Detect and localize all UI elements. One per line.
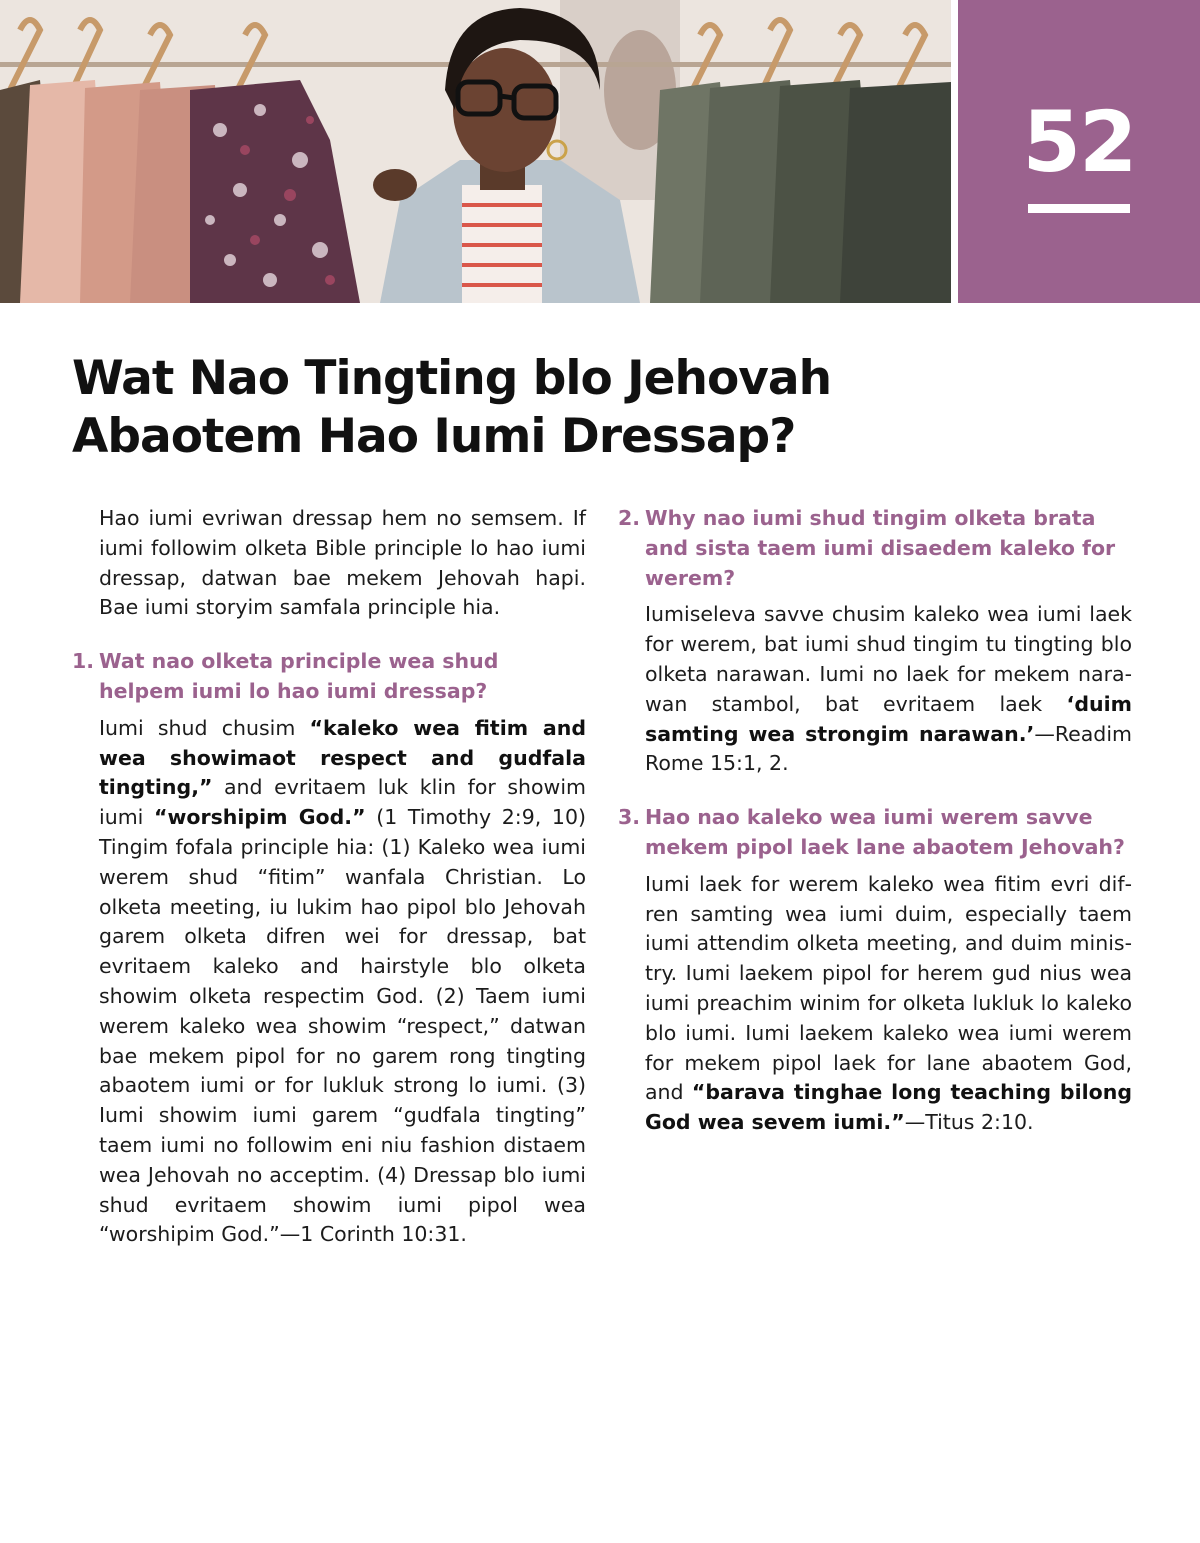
answer-2-paragraph bbox=[645, 600, 1132, 779]
lesson-number: 52 bbox=[1022, 93, 1136, 191]
question-1-number: 1. bbox=[72, 649, 95, 674]
question-2-text: Why nao iumi shud tingim olketa brata and sista taem iumi disaedem kaleko for werem? bbox=[645, 506, 1116, 590]
answer-2-text-b: —Readim Rome 15:1, 2. bbox=[645, 721, 1132, 776]
answer-1-paragraph bbox=[99, 714, 586, 1250]
answer-1-bold-a: “kaleko wea fitim and wea showimaot respect and gudfala tingting,” bbox=[99, 715, 586, 800]
answer-1-text-c: (1 Timothy 2:9, 10) Tingim fofala principle hia: (1) Kaleko wea iumi werem shud “fitim” wanfala Christian. Lo olketa meeting, iu lukim hao pipol blo Jehovah garem olketa difren wei for dressap, bat evritaem kaleko and hairstyle blo olketa showim olketa respectim God. (2) Taem iumi werem kaleko wea showim “respect,” datwan bae mekem pipol for no garem rong tingting abaotem iumi or for lukluk strong lo iumi. (3) Iumi showim iumi garem “gudfala tingting” taem iumi no followim eni niu fashion distaem wea Jehovah no acceptim. (4) Dressap blo iumi shud evritaem showim iumi pipol wea “worshipim God.”—1 Corinth 10:31. bbox=[99, 805, 586, 1247]
answer-3-text-a: Iumi laek for werem kaleko wea fitim evri difren samting wea iumi duim, especially taem iumi attendim olketa meeting, and duim ministry. Iumi laekem pipol for herem gud nius wea iumi preachim winim for olketa lukluk lo kaleko blo iumi. Iumi laekem kaleko wea iumi werem for mekem pipol laek for lane abaotem God, and bbox=[645, 871, 1132, 1105]
right-column bbox=[618, 504, 1132, 1138]
page-title bbox=[72, 350, 972, 466]
lesson-number-box bbox=[958, 0, 1200, 303]
answer-1-text-b: and evritaem luk klin for showim iumi bbox=[99, 775, 586, 830]
lesson-number-underline bbox=[1028, 204, 1130, 213]
question-3-number: 3. bbox=[618, 805, 641, 830]
answer-2-text-a: Iumiseleva savve chusim kaleko wea iumi laek for werem, bat iumi shud tingim tu tingting blo olketa narawan. Iumi no laek for mekem narawan stambol, bat evritaem laek bbox=[645, 602, 1132, 716]
clothing-store-illustration bbox=[0, 0, 951, 303]
answer-3-bold-a: “barava tinghae long teaching bilong God wea sevem iumi.” bbox=[645, 1080, 1132, 1135]
title-line-1: Wat Nao Tingting blo Jehovah bbox=[72, 351, 832, 406]
intro-paragraph: Hao iumi evriwan dressap hem no semsem. If iumi followim olketa Bible principle lo hao iumi dressap, datwan bae mekem Jehovah hapi. Bae iumi storyim samfala principle hia. bbox=[99, 506, 586, 620]
question-3 bbox=[618, 803, 1132, 863]
answer-2-bold-a: ‘duim samting wea strongim narawan.’ bbox=[645, 691, 1132, 746]
left-column bbox=[72, 504, 586, 1250]
header-photo bbox=[0, 0, 951, 303]
answer-3-text-b: —Titus 2:10. bbox=[904, 1110, 1034, 1135]
question-1 bbox=[72, 647, 586, 707]
title-line-2: Abaotem Hao Iumi Dressap? bbox=[72, 409, 796, 464]
question-3-text: Hao nao kaleko wea iumi werem savve mekem pipol laek lane abaotem Jehovah? bbox=[645, 805, 1125, 859]
question-1-text: Wat nao olketa principle wea shud helpem iumi lo hao iumi dressap? bbox=[99, 649, 499, 703]
answer-1-bold-b: “worshipim God.” bbox=[153, 805, 366, 830]
answer-3-paragraph bbox=[645, 870, 1132, 1138]
question-2 bbox=[618, 504, 1132, 593]
question-2-number: 2. bbox=[618, 506, 641, 530]
answer-1-text-a: Iumi shud chusim bbox=[99, 715, 310, 740]
